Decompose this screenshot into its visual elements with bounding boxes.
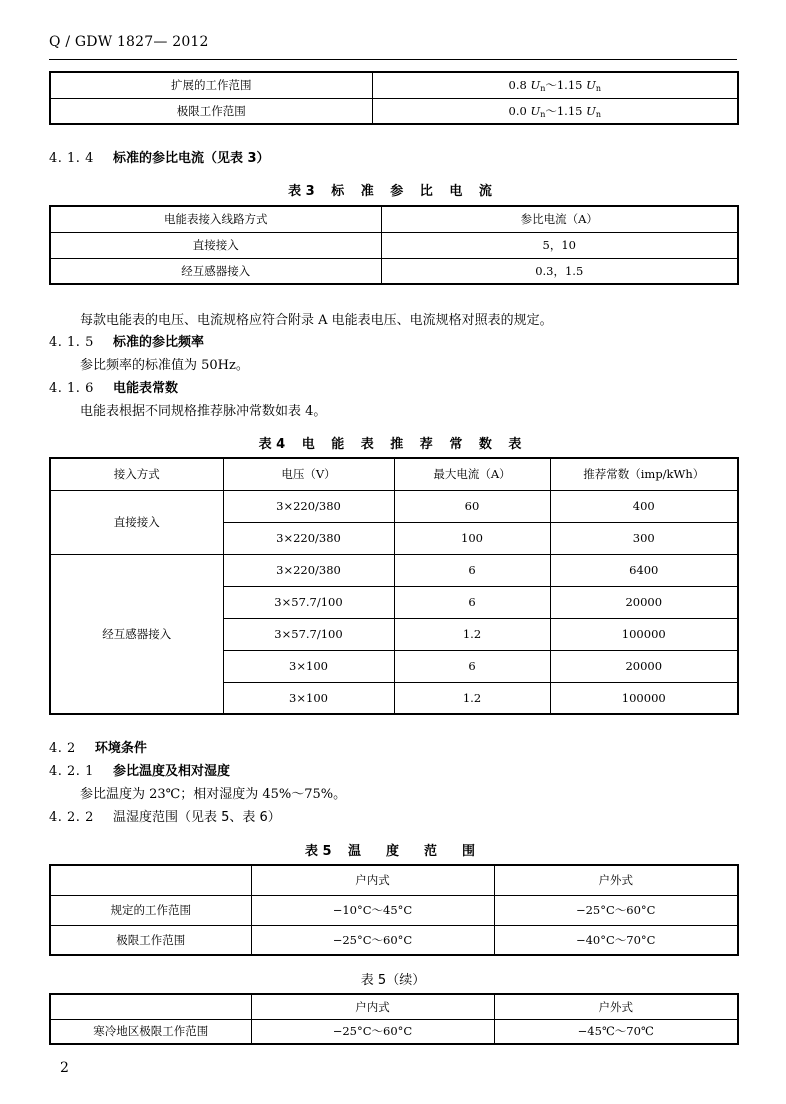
table-cell: −45℃～70℃ xyxy=(494,1019,738,1044)
table-row xyxy=(50,895,738,925)
table-header-cell: 电压（V） xyxy=(223,458,394,490)
table-row xyxy=(50,490,738,522)
table-cell: 6 xyxy=(394,554,550,586)
section-4-1-5 xyxy=(49,331,204,350)
table5-caption: 表 5 温 度 范 围 xyxy=(304,844,482,859)
table-cell: 3×220/380 xyxy=(223,522,394,554)
table-header-cell: 电能表接入线路方式 xyxy=(50,206,381,232)
table3 xyxy=(49,205,739,285)
section-number: 4. 1. 4 xyxy=(49,151,94,166)
table-cell: 0.0 $U_n\sim 1.15$ $U_n$ xyxy=(372,98,738,124)
table-header-cell: 户外式 xyxy=(494,865,738,895)
table3-caption: 表 3 标 准 参 比 电 流 xyxy=(288,184,498,199)
table-cell: 经互感器接入 xyxy=(50,258,381,284)
table-cell: 3×100 xyxy=(223,650,394,682)
table4 xyxy=(49,457,739,715)
table4-caption: 表 4 电 能 表 推 荐 常 数 表 xyxy=(258,437,528,452)
table-cell: 300 xyxy=(550,522,738,554)
table-row xyxy=(50,232,738,258)
table-cell: 3×57.7/100 xyxy=(223,586,394,618)
table-header-cell: 户内式 xyxy=(251,994,494,1019)
table-row xyxy=(50,98,738,124)
table-cell: 3×100 xyxy=(223,682,394,714)
table-header-cell: 推荐常数（imp/kWh） xyxy=(550,458,738,490)
section-title: 电能表常数 xyxy=(112,381,178,396)
table-cell: 直接接入 xyxy=(50,232,381,258)
section-number: 4. 2 xyxy=(49,741,76,756)
table-header-cell: 最大电流（A） xyxy=(394,458,550,490)
table-row xyxy=(50,554,738,586)
table-cell: 3×57.7/100 xyxy=(223,618,394,650)
table-cell: 60 xyxy=(394,490,550,522)
table-header-cell: 户内式 xyxy=(251,865,494,895)
table-cell: 3×220/380 xyxy=(223,490,394,522)
table-header-cell: 户外式 xyxy=(494,994,738,1019)
table-cell: −40°C～70°C xyxy=(494,925,738,955)
table-row xyxy=(50,925,738,955)
table-cell: 400 xyxy=(550,490,738,522)
table-group-cell: 经互感器接入 xyxy=(50,554,223,714)
table-cell: 扩展的工作范围 xyxy=(50,72,372,98)
table-top xyxy=(49,71,739,125)
table-row xyxy=(50,258,738,284)
table-cell: 5，10 xyxy=(381,232,738,258)
table-header-cell: 参比电流（A） xyxy=(381,206,738,232)
table-cell: 规定的工作范围 xyxy=(50,895,251,925)
table5-cont-caption: 表 5（续） xyxy=(360,973,426,988)
table5-continued xyxy=(49,993,739,1045)
table-cell: 0.3，1.5 xyxy=(381,258,738,284)
paragraph-frequency: 参比频率的标准值为 50Hz。 xyxy=(80,358,249,373)
section-number: 4. 2. 2 xyxy=(49,810,94,825)
section-number: 4. 1. 6 xyxy=(49,381,94,396)
table-cell: −25°C～60°C xyxy=(251,1019,494,1044)
table-group-cell: 直接接入 xyxy=(50,490,223,554)
section-title: 标准的参比频率 xyxy=(112,335,204,350)
section-title: 温湿度范围（见表 5、表 6） xyxy=(112,810,281,825)
paragraph-meter-constant: 电能表根据不同规格推荐脉冲常数如表 4。 xyxy=(80,404,327,419)
section-4-2-2 xyxy=(49,806,281,825)
section-title: 环境条件 xyxy=(94,741,147,756)
table-cell: 极限工作范围 xyxy=(50,98,372,124)
table-cell: 100000 xyxy=(550,682,738,714)
table-cell: 100 xyxy=(394,522,550,554)
table-cell: 6 xyxy=(394,650,550,682)
section-4-1-4 xyxy=(49,147,270,166)
table-cell: 20000 xyxy=(550,586,738,618)
table-header-cell xyxy=(50,865,251,895)
table-cell: 0.8 $U_n\sim 1.15$ $U_n$ xyxy=(372,72,738,98)
section-number: 4. 2. 1 xyxy=(49,764,94,779)
table-header-cell: 接入方式 xyxy=(50,458,223,490)
table-cell: 1.2 xyxy=(394,618,550,650)
paragraph-voltage-current: 每款电能表的电压、电流规格应符合附录 A 电能表电压、电流规格对照表的规定。 xyxy=(80,313,553,328)
section-title: 标准的参比电流（见表 3） xyxy=(112,151,270,166)
header-rule xyxy=(49,59,737,60)
table-cell: 6 xyxy=(394,586,550,618)
document-code: Q / GDW 1827— 2012 xyxy=(49,34,209,50)
section-4-2-1 xyxy=(49,760,230,779)
table-row xyxy=(50,1019,738,1044)
table-cell: 6400 xyxy=(550,554,738,586)
section-title: 参比温度及相对湿度 xyxy=(112,764,230,779)
page-number: 2 xyxy=(60,1060,69,1076)
table-cell: 20000 xyxy=(550,650,738,682)
table-cell: −25°C～60°C xyxy=(494,895,738,925)
table-header-row xyxy=(50,994,738,1019)
table-cell: −25°C～60°C xyxy=(251,925,494,955)
table-cell: 极限工作范围 xyxy=(50,925,251,955)
table-header-cell xyxy=(50,994,251,1019)
table-cell: 3×220/380 xyxy=(223,554,394,586)
table-cell: 1.2 xyxy=(394,682,550,714)
table-cell: 100000 xyxy=(550,618,738,650)
table-header-row xyxy=(50,458,738,490)
section-4-2 xyxy=(49,737,147,756)
table-cell: −10°C～45°C xyxy=(251,895,494,925)
table-header-row xyxy=(50,206,738,232)
section-4-1-6 xyxy=(49,377,178,396)
paragraph-reference-temperature: 参比温度为 23℃；相对湿度为 45%～75%。 xyxy=(80,787,347,802)
section-number: 4. 1. 5 xyxy=(49,335,94,350)
table-row xyxy=(50,72,738,98)
table-header-row xyxy=(50,865,738,895)
table5 xyxy=(49,864,739,956)
table-cell: 寒冷地区极限工作范围 xyxy=(50,1019,251,1044)
